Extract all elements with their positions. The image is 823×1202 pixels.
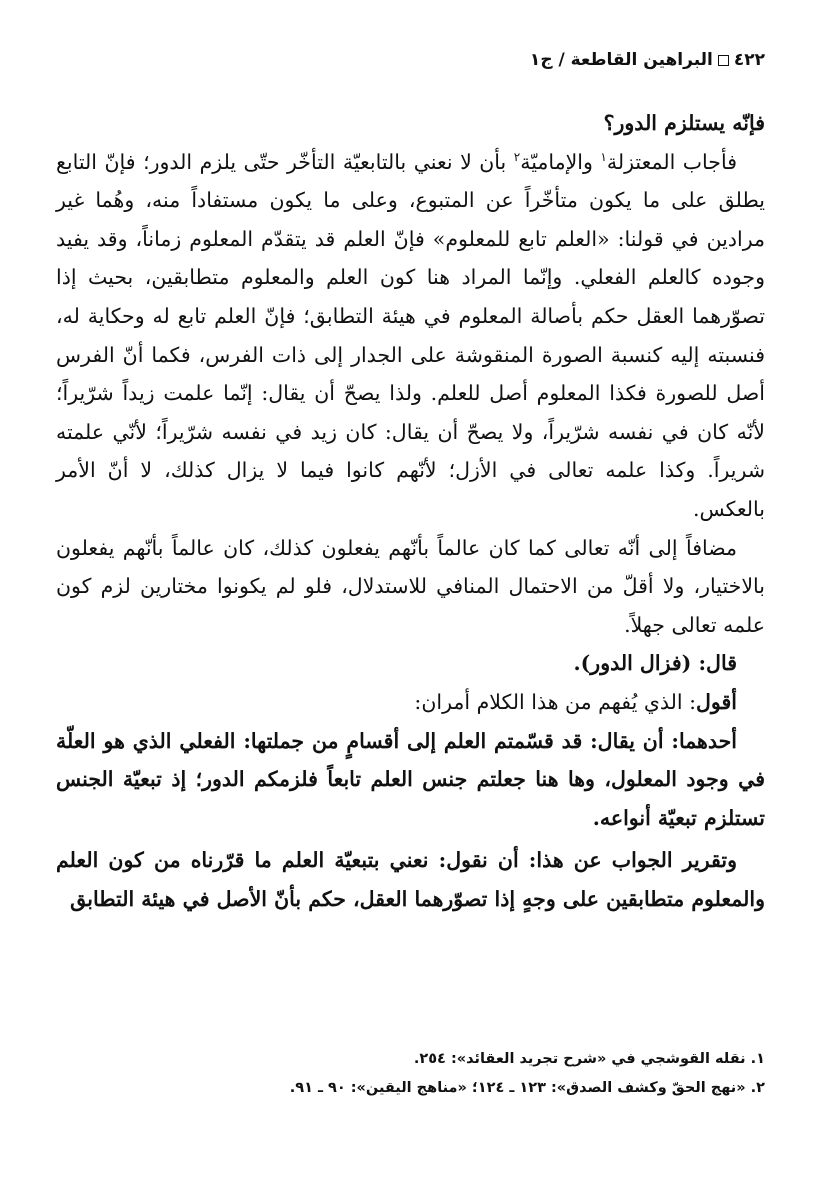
page-header (58, 50, 765, 80)
square-separator-icon (718, 55, 729, 66)
paragraph-addition: مضافاً إلى أنّه تعالى كما كان عالماً بأنّهم يفعلون كذلك، كان عالماً بأنّهم يفعلون بالاختيار، ولا أقلّ من الاحتمال المنافي للاستدلال، فلو لم يكونوا مختارين لزم كون علمه تعالى جهلاً. (56, 535, 765, 637)
paragraph-answer (56, 143, 765, 529)
paragraph-reply: وتقرير الجواب عن هذا: أن نقول: نعني بتبعيّة العلم ما قرّرناه من كون العلم والمعلوم متطابقين على وجهٍ إذا تصوّرهما العقل، حكم بأنّ الأصل في هيئة التطابق (56, 848, 765, 911)
footnote-ref-1: ١ (600, 149, 607, 164)
qal-text: : (فزال الدور). (573, 651, 707, 676)
paragraph-first-point: أحدهما: أن يقال: قد قسّمتم العلم إلى أقسامٍ من جملتها: الفعلي الذي هو العلّة في وجود المعلول، وها هنا جعلتم جنس العلم تابعاً فلزمكم الدور؛ إذ تبعيّة الجنس تستلزم تبعيّة أنواعه. (56, 728, 765, 830)
text-run: بأن لا نعني بالتابعيّة التأخّر حتّى يلزم الدور؛ فإنّ التابع يطلق على ما يكون متأخّراً عن المتبوع، وعلى ما يكون مستفاداً منه، وهُما غير مرادين في قولنا: «العلم تابع للمعلوم» فإنّ العلم قد يتقدّم المعلوم زماناً، وقد يفيد وجوده كالعلم الفعلي. وإنّما المراد هنا كون العلم والمعلوم متطابقين، بحيث إذا تصوّرهما العقل حكم بأصالة المعلوم في هيئة التطابق؛ فإنّ العلم تابع له وحكاية له، فنسبته إليه كنسبة الصورة المنقوشة على الجدار إلى ذات الفرس، فكما أنّ الفرس أصل للصورة فكذا المعلوم أصل للعلم. ولذا يصحّ أن يقال: إنّما علمت زيداً شرّيراً؛ لأنّه كان في نفسه شرّيراً، ولا يصحّ أن يقال: كان زيد في نفسه شرّيراً؛ لأنّي علمته شريراً. وكذا علمه تعالى في الأزل؛ لأنّهم كانوا فيما لا يزال كذلك، لا أنّ الأمر بالعكس. (56, 149, 765, 521)
paragraph-aqulu (56, 683, 765, 722)
aqulu-label: أقول (696, 689, 737, 714)
text-run: فأجاب المعتزلة (606, 149, 738, 174)
footnote-1: ١. نقله القوشجي في «شرح تجريد العقائد»: ٢٥٤. (413, 1051, 765, 1067)
main-text (56, 104, 765, 918)
paragraph-qal (56, 644, 765, 683)
qal-label: قال (706, 651, 737, 676)
paragraph-question: فإنّه يستلزم الدور؟ (603, 111, 765, 135)
text-run: والإماميّة (520, 149, 601, 174)
footnote-ref-2: ٢ (513, 149, 521, 164)
running-title: البراهين القاطعة / ج١ (529, 50, 713, 70)
footnote-2: ٢. «نهج الحقّ وكشف الصدق»: ١٢٣ ـ ١٢٤؛ «مناهج اليقين»: ٩٠ ـ ٩١. (289, 1080, 765, 1096)
footnotes (56, 1045, 765, 1103)
aqulu-text: : الذي يُفهم من هذا الكلام أمران: (414, 689, 697, 714)
page-number: ٤٢٢ (733, 50, 765, 70)
